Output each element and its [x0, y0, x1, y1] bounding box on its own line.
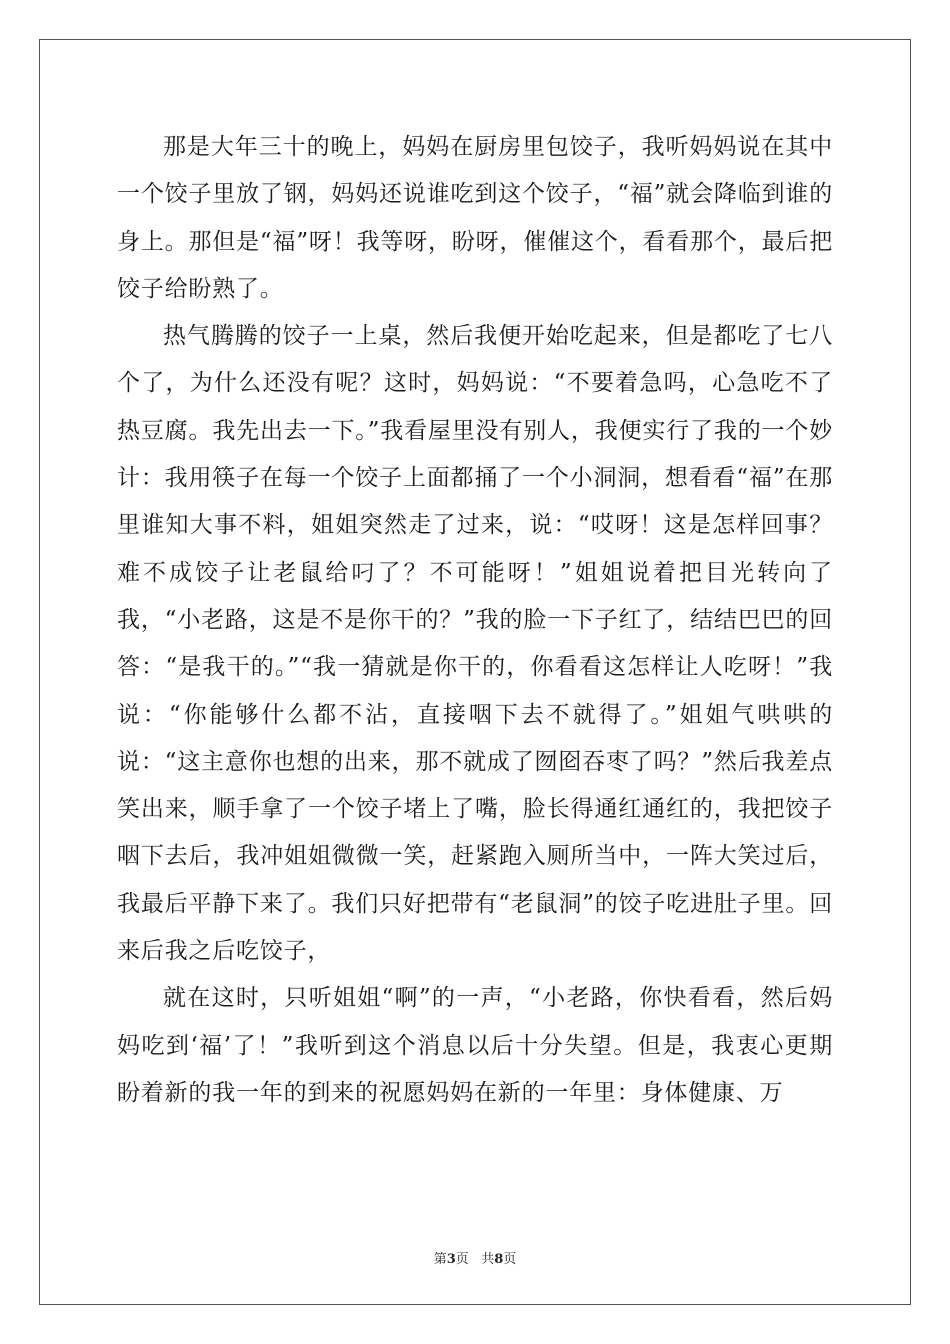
document-body	[117, 124, 833, 1117]
paragraph-1: 那是大年三十的晚上，妈妈在厨房里包饺子，我听妈妈说在其中一个饺子里放了钢，妈妈还说谁吃到这个饺子，“福”就会降临到谁的身上。那但是“福”呀！我等呀，盼呀，催催这个，看看那个，最后把饺子给盼熟了。	[117, 134, 833, 302]
total-pages-number: 8	[494, 1252, 504, 1267]
paragraph-3: 就在这时，只听姐姐“啊”的一声，“小老路，你快看看，然后妈妈吃到‘福’了！”我听到这个消息以后十分失望。但是，我衷心更期盼着新的我一年的到来的祝愿妈妈在新的一年里：身体健康、万	[117, 985, 833, 1106]
page-prefix: 第	[433, 1252, 447, 1267]
paragraph-2: 热气腾腾的饺子一上桌，然后我便开始吃起来，但是都吃了七八个了，为什么还没有呢？这时，妈妈说：“不要着急吗，心急吃不了热豆腐。我先出去一下。”我看屋里没有别人，我便实行了我的一个妙计：我用筷子在每一个饺子上面都捅了一个小洞洞，想看看“福”在那里谁知大事不料，姐姐突然走了过来，说：“哎呀！这是怎样回事？难不成饺子让老鼠给叼了？不可能呀！”姐姐说着把目光转向了我，“小老路，这是不是你干的？”我的脸一下子红了，结结巴巴的回答：“是我干的。”“我一猜就是你干的，你看看这怎样让人吃呀！”我说：“你能够什么都不沾，直接咽下去不就得了。”姐姐气哄哄的说：“这主意你也想的出来，那不就成了囫囵吞枣了吗？”然后我差点笑出来，顺手拿了一个饺子堵上了嘴，脸长得通红通红的，我把饺子咽下去后，我冲姐姐微微一笑，赶紧跑入厕所当中，一阵大笑过后，我最后平静下来了。我们只好把带有“老鼠洞”的饺子吃进肚子里。回来后我之后吃饺子，	[117, 323, 833, 965]
total-prefix: 共	[481, 1252, 495, 1267]
total-suffix: 页	[503, 1252, 517, 1267]
page-footer	[0, 1248, 950, 1267]
current-page-number: 3	[446, 1252, 456, 1267]
page-suffix: 页	[455, 1252, 469, 1267]
